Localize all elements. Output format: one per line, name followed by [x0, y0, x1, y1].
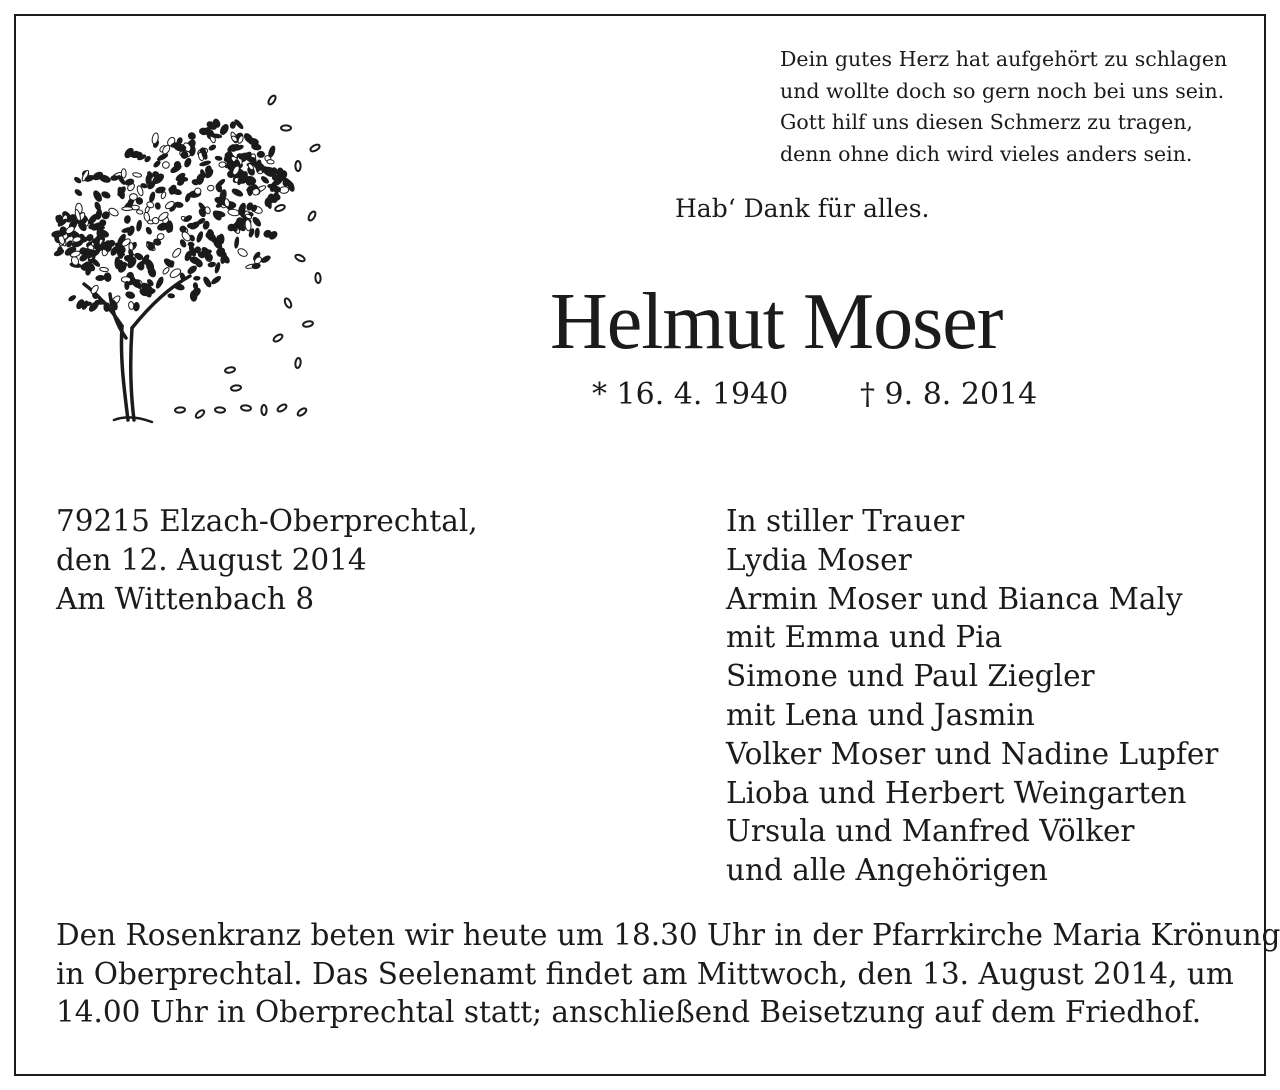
poem-line: und wollte doch so gern noch bei uns sein. [780, 78, 1225, 103]
poem-line: Gott hilf uns diesen Schmerz zu tragen, [780, 110, 1193, 134]
thanks-line: Hab‘ Dank für alles. [675, 194, 930, 223]
address-line: den 12. August 2014 [56, 542, 367, 577]
notice-line: 14.00 Uhr in Oberprechtal statt; anschließend Beisetzung auf dem Friedhof. [56, 995, 1202, 1029]
deceased-name: Helmut Moser [550, 278, 1003, 366]
poem-line: Dein gutes Herz hat aufgehört zu schlagen [780, 47, 1228, 71]
poem-line: denn ohne dich wird vieles anders sein. [780, 141, 1193, 166]
mourner-line: Volker Moser und Nadine Lupfer [726, 736, 1219, 771]
mourner-line: mit Lena und Jasmin [726, 697, 1035, 732]
memorial-poem [780, 44, 1250, 170]
funeral-notice [56, 916, 1280, 1032]
mourner-line: Ursula und Manfred Völker [726, 814, 1135, 849]
mourner-line: Lydia Moser [726, 542, 912, 577]
mourner-line: Lioba und Herbert Weingarten [726, 775, 1187, 810]
mourners-block [726, 502, 1218, 890]
address-line: Am Wittenbach 8 [56, 581, 315, 616]
notice-line: in Oberprechtal. Das Seelenamt findet am Mittwoch, den 13. August 2014, um [56, 956, 1234, 991]
mourner-line: Armin Moser und Bianca Maly [726, 581, 1183, 616]
mourners-heading: In stiller Trauer [726, 504, 965, 538]
mourner-line: mit Emma und Pia [726, 620, 1003, 655]
death-date: † 9. 8. 2014 [860, 377, 1038, 412]
address-block [56, 502, 478, 618]
wind-blown-tree-icon [50, 88, 332, 432]
mourner-line: Simone und Paul Ziegler [726, 659, 1095, 694]
mourner-line: und alle Angehörigen [726, 853, 1048, 888]
address-line: 79215 Elzach-Oberprechtal, [56, 504, 478, 538]
notice-line: Den Rosenkranz beten wir heute um 18.30 Uhr in der Pfarrkirche Maria Krönung [56, 918, 1280, 952]
birth-date: * 16. 4. 1940 [592, 377, 789, 412]
